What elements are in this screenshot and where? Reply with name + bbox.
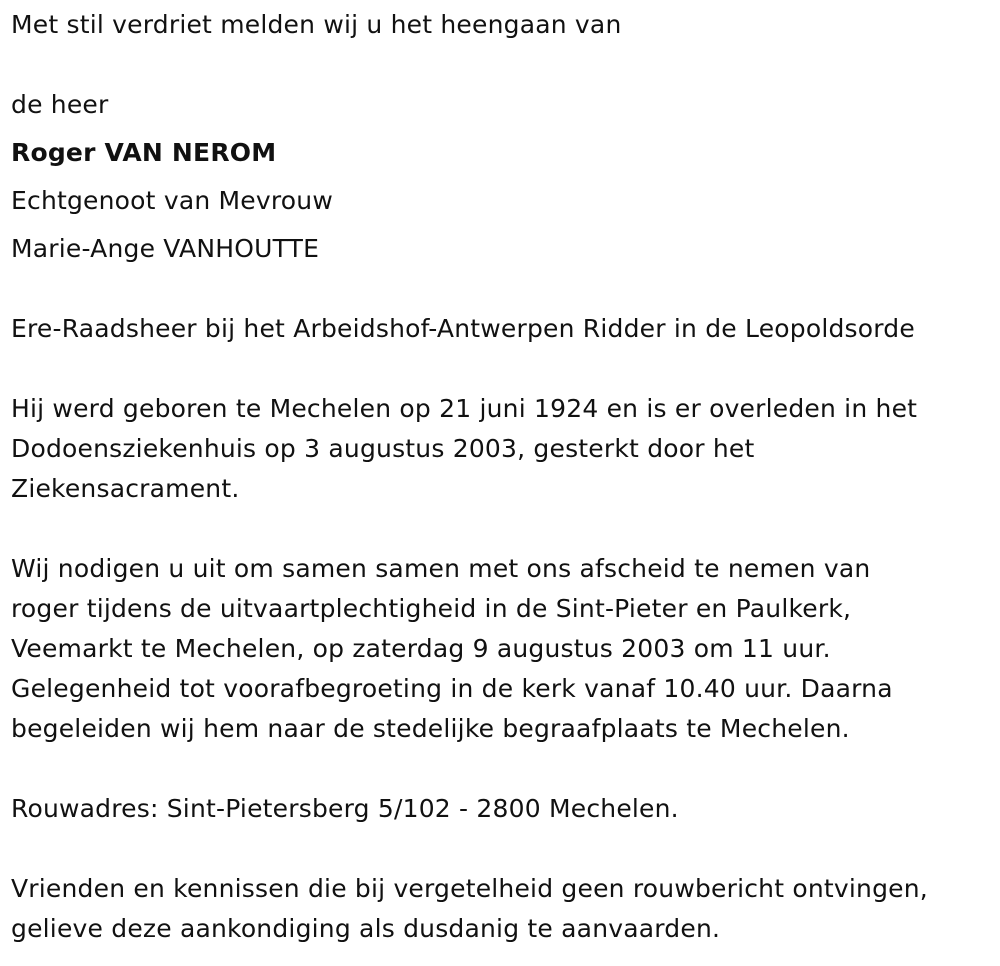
spouse-line-2: Marie-Ange VANHOUTTE bbox=[11, 234, 320, 263]
intro-text: Met stil verdriet melden wij u het heengaan van bbox=[11, 10, 622, 39]
invitation-line: Veemarkt te Mechelen, op zaterdag 9 augustus 2003 om 11 uur. bbox=[11, 634, 831, 663]
birth-death-line: Dodoensziekenhuis op 3 augustus 2003, gesterkt door het bbox=[11, 434, 755, 463]
invitation-line: roger tijdens de uitvaartplechtigheid in de Sint-Pieter en Paulkerk, bbox=[11, 594, 852, 623]
salutation: de heer bbox=[11, 90, 109, 119]
mourning-address: Rouwadres: Sint-Pietersberg 5/102 - 2800 Mechelen. bbox=[11, 794, 679, 823]
honorary-title: Ere-Raadsheer bij het Arbeidshof-Antwerpen Ridder in de Leopoldsorde bbox=[11, 314, 915, 343]
closing-line: gelieve deze aankondiging als dusdanig te aanvaarden. bbox=[11, 914, 721, 943]
spouse-line-1: Echtgenoot van Mevrouw bbox=[11, 186, 333, 215]
invitation-line: Wij nodigen u uit om samen samen met ons afscheid te nemen van bbox=[11, 554, 871, 583]
closing-line: Vrienden en kennissen die bij vergetelheid geen rouwbericht ontvingen, bbox=[11, 874, 928, 903]
deceased-name: Roger VAN NEROM bbox=[11, 138, 277, 167]
birth-death-line: Hij werd geboren te Mechelen op 21 juni 1924 en is er overleden in het bbox=[11, 394, 918, 423]
birth-death-line: Ziekensacrament. bbox=[11, 474, 240, 503]
invitation-line: begeleiden wij hem naar de stedelijke begraafplaats te Mechelen. bbox=[11, 714, 850, 743]
invitation-line: Gelegenheid tot voorafbegroeting in de kerk vanaf 10.40 uur. Daarna bbox=[11, 674, 893, 703]
